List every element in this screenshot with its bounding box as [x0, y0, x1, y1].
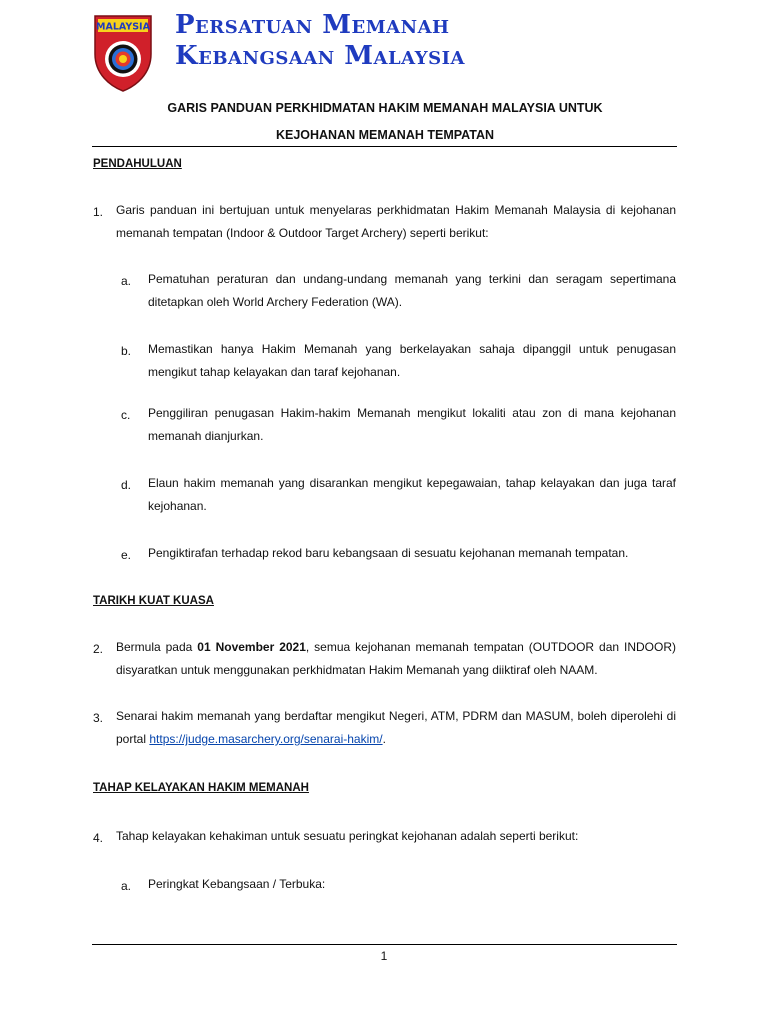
subitem-letter: a. — [121, 274, 132, 288]
effective-date: 01 November 2021 — [197, 640, 306, 654]
section-heading-tahap-kelayakan: TAHAP KELAYAKAN HAKIM MEMANAH — [93, 782, 309, 794]
svg-text:MALAYSIA: MALAYSIA — [96, 21, 150, 33]
subitem-letter: e. — [121, 548, 132, 562]
item-number: 1. — [93, 205, 104, 219]
document-title-line-2: KEJOHANAN MEMANAH TEMPATAN — [275, 128, 495, 142]
paragraph-1e: Pengiktirafan terhadap rekod baru kebangsaan di sesuatu kejohanan memanah tempatan. — [148, 546, 629, 560]
item-number: 3. — [93, 711, 104, 725]
judge-portal-link[interactable]: https://judge.masarchery.org/senarai-hakim/ — [149, 732, 383, 746]
item-number: 2. — [93, 642, 104, 656]
paragraph-1a: Pematuhan peraturan dan undang-undang memanah yang terkini dan seragam sepertimana ditetapkan oleh World Archery Federation (WA). — [148, 272, 676, 309]
item-number: 4. — [93, 831, 104, 845]
subitem-letter: b. — [121, 344, 132, 358]
subitem-letter: d. — [121, 478, 132, 492]
paragraph-1d: Elaun hakim memanah yang disarankan mengikut kepegawaian, tahap kelayakan dan juga taraf kejohanan. — [148, 476, 676, 513]
section-heading-tarikh-kuat-kuasa: TARIKH KUAT KUASA — [93, 595, 214, 607]
paragraph-1c: Penggiliran penugasan Hakim-hakim Memanah mengikut lokaliti atau zon di mana kejohanan memanah dianjurkan. — [148, 406, 676, 443]
paragraph-4a: Peringkat Kebangsaan / Terbuka: — [148, 877, 326, 891]
paragraph-2: Bermula pada 01 November 2021, semua kejohanan memanah tempatan (OUTDOOR dan INDOOR) disyaratkan untuk menggunakan perkhidmatan Hakim Memanah yang diiktiraf oleh NAAM. — [116, 640, 677, 677]
subitem-letter: a. — [121, 879, 132, 893]
page-number: 1 — [380, 949, 388, 963]
paragraph-1b: Memastikan hanya Hakim Memanah yang berkelayakan sahaja dipanggil untuk penugasan mengikut tahap kelayakan dan taraf kejohanan. — [148, 342, 676, 379]
title-divider — [92, 146, 677, 147]
footer-divider — [92, 944, 677, 945]
document-title-line-1: GARIS PANDUAN PERKHIDMATAN HAKIM MEMANAH MALAYSIA UNTUK — [167, 101, 603, 115]
paragraph-3: Senarai hakim memanah yang berdaftar mengikut Negeri, ATM, PDRM dan MASUM, boleh diperolehi di portal https://judge.masarchery.org/senarai-hakim/. — [116, 709, 676, 746]
section-heading-pendahuluan: PENDAHULUAN — [93, 158, 182, 170]
paragraph-1: Garis panduan ini bertujuan untuk menyelaras perkhidmatan Hakim Memanah Malaysia di kejohanan memanah tempatan (Indoor & Outdoor Target Archery) seperti berikut: — [116, 203, 676, 240]
organization-name: Persatuan Memanah Kebangsaan Malaysia — [175, 10, 465, 71]
paragraph-4: Tahap kelayakan kehakiman untuk sesuatu peringkat kejohanan adalah seperti berikut: — [116, 829, 579, 843]
archery-shield-logo — [92, 14, 154, 92]
subitem-letter: c. — [121, 408, 131, 422]
